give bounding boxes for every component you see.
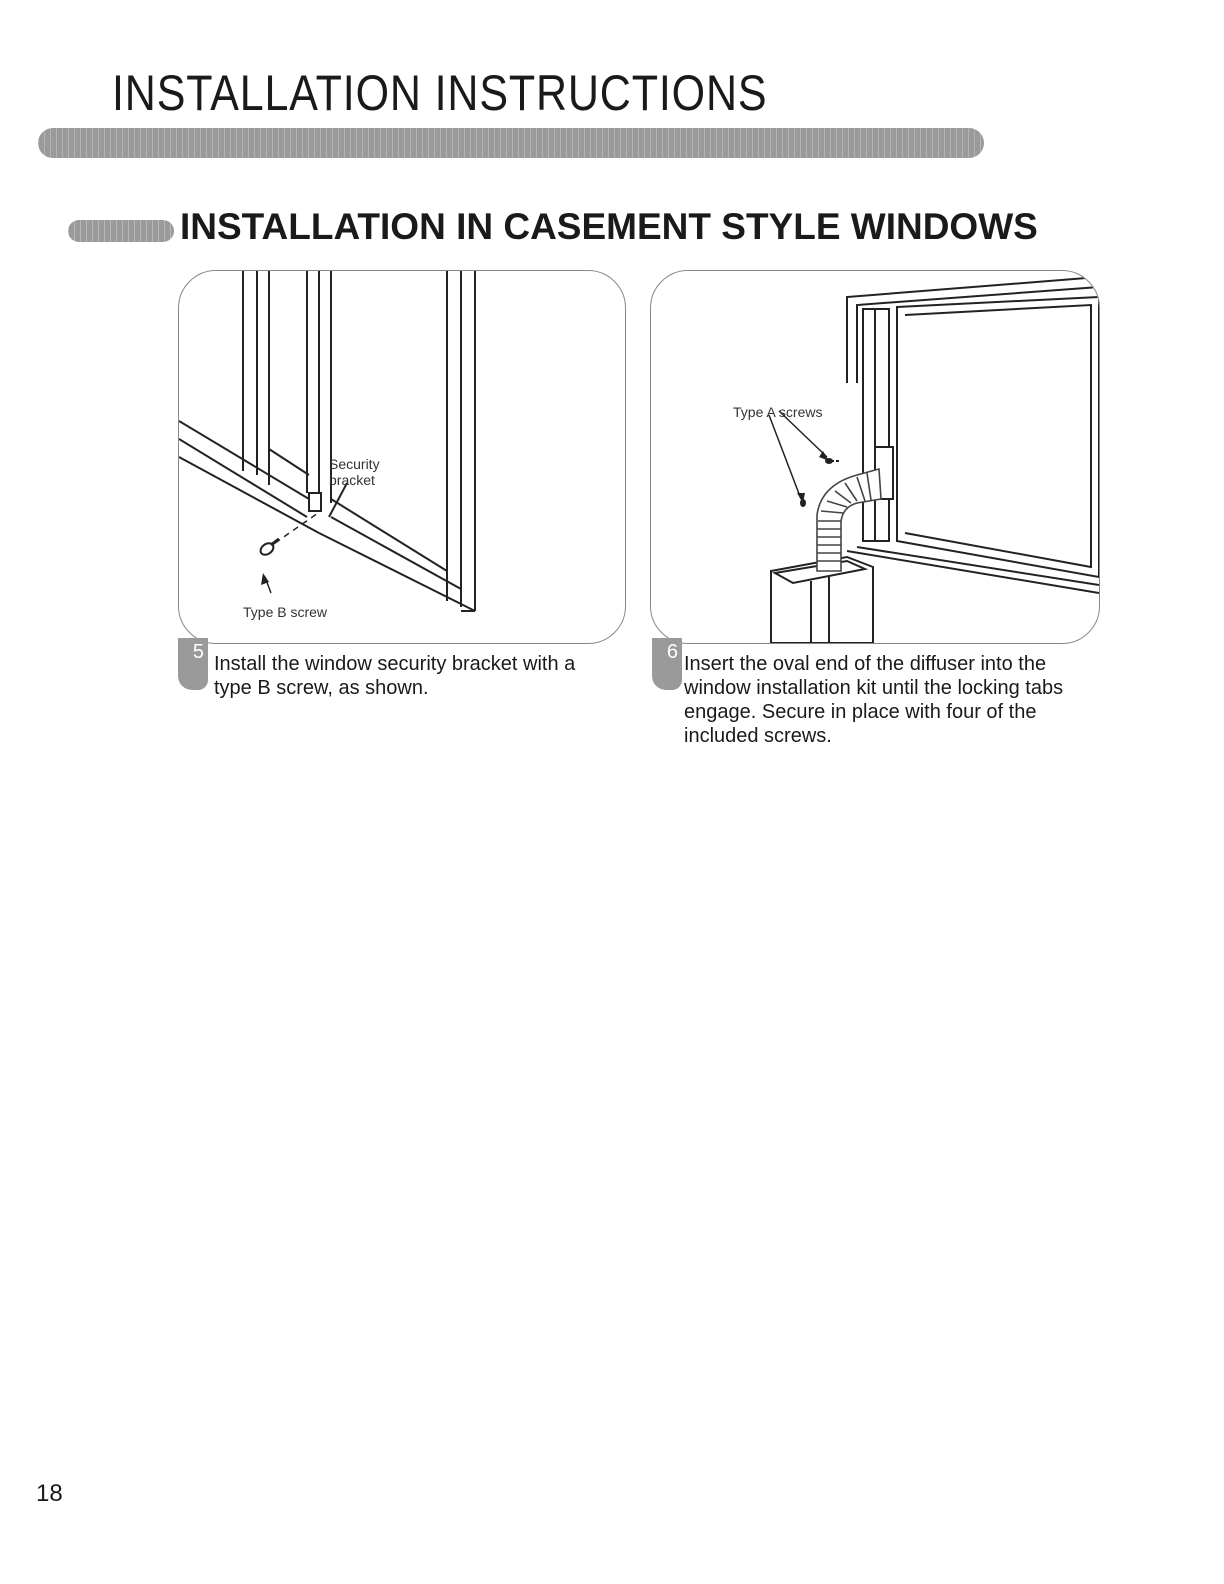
section-title: INSTALLATION IN CASEMENT STYLE WINDOWS xyxy=(180,206,1038,247)
security-bracket-label-line2: bracket xyxy=(329,472,375,488)
step-5-badge: 5 xyxy=(178,638,208,690)
screw-icon xyxy=(258,539,279,557)
step-6-badge: 6 xyxy=(652,638,682,690)
type-b-screw-label: Type B screw xyxy=(243,604,328,620)
figure-security-bracket xyxy=(178,270,626,644)
page-title: INSTALLATION INSTRUCTIONS xyxy=(112,65,768,121)
page-number: 18 xyxy=(36,1480,63,1507)
security-bracket-illustration xyxy=(179,271,625,643)
type-a-screws-label: Type A screws xyxy=(733,404,823,420)
section-marker-pill xyxy=(68,220,174,242)
step-5-text: Install the window security bracket with a type B screw, as shown. xyxy=(214,653,576,699)
security-bracket-label: Security xyxy=(329,456,380,472)
arrow-icon xyxy=(769,411,827,499)
title-divider-bar xyxy=(38,128,984,158)
step-6-text: Insert the oval end of the diffuser into the window installation kit until the locking tabs engage. Secure in place with four of the included screws. xyxy=(684,653,1064,747)
arrow-icon xyxy=(261,573,271,593)
figure-diffuser-install xyxy=(650,270,1100,644)
diffuser-illustration xyxy=(651,271,1099,643)
